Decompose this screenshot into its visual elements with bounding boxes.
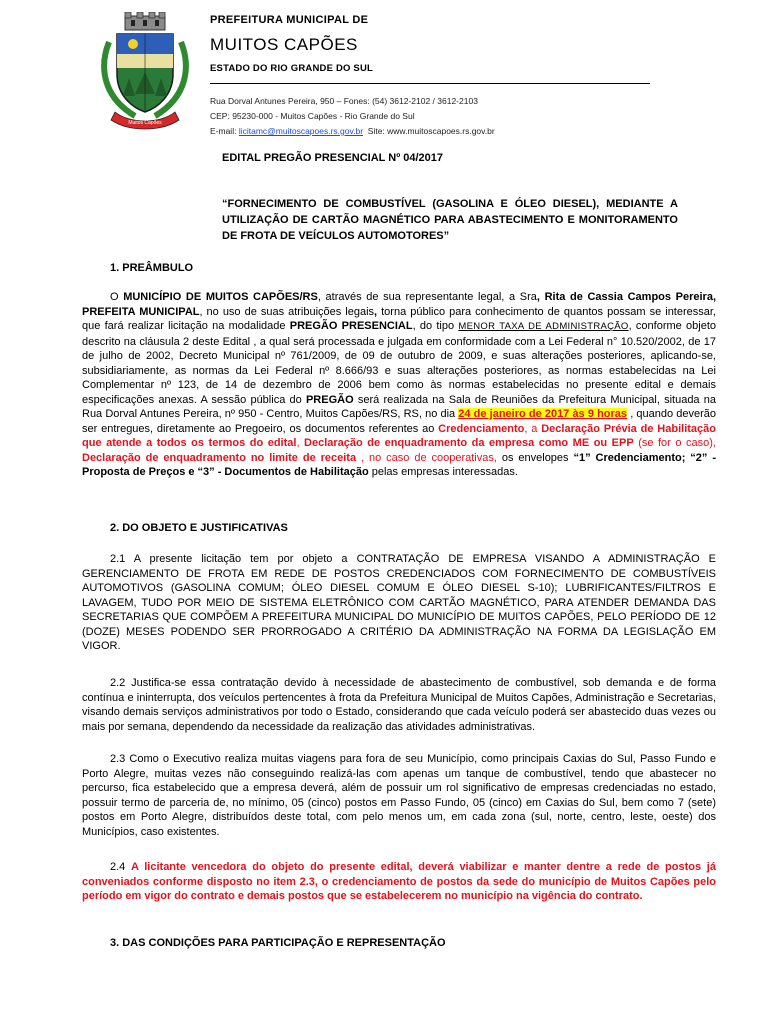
preamble-paragraph: O MUNICÍPIO DE MUITOS CAPÕES/RS, através de sua representante legal, a Sra, Rita de Cassia Campos Pereira, PREFEITA MUNICIPAL, no uso de suas atribuições legais, torna público para conhecimento de quantos possam se interessar, que fará realizar licitação na modalidade PREGÃO PRESENCIAL, do tipo MENOR TAXA DE ADMINISTRAÇÃO, conforme objeto descrito na cláusula 2 deste Edital , a qual será processada e julgada em conformidade com a Lei Federal n° 10.520/2002, de 17 de julho de 2002, Decreto Municipal nº 761/2009, de 09 de outubro de 2009, e suas alterações posteriores, aplicando-se, subsidiariamente, as normas da Lei Federal nº 8.666/93 e suas alterações posteriores, as normas estabelecidas na Lei Complementar nº 123, de 14 de dezembro de 2006 bem como às normas estabelecidas no presente edital e demais especificações anexas. A sessão pública do PREGÃO será realizada na Sala de Reuniões da Prefeitura Municipal, situada na Rua Dorval Antunes Pereira, nº 950 - Centro, Muitos Capões/RS, RS, no dia 24 de janeiro de 2017 às 9 horas , quando deverão ser entregues, diretamente ao Pregoeiro, os documentos referentes ao Credenciamento, a Declaração Prévia de Habilitação que atende a todos os termos do edital, Declaração de enquadramento da empresa como ME ou EPP (se for o caso), Declaração de enquadramento no limite de receita , no caso de cooperativas, os envelopes “1” Credenciamento; “2” - Proposta de Preços e “3” - Documentos de Habilitação pelas empresas interessadas. xyxy=(82,291,717,478)
letterhead xyxy=(210,14,650,84)
section-2-heading: 2. DO OBJETO E JUSTIFICATIVAS xyxy=(110,522,288,534)
letterhead-municipality: MUITOS CAPÕES xyxy=(210,35,358,54)
cep-line: CEP: 95230-000 - Muitos Capões - Rio Grande do Sul xyxy=(210,111,415,121)
site-text: Site: www.muitoscapoes.rs.gov.br xyxy=(367,126,495,136)
letterhead-line1: PREFEITURA MUNICIPAL DE xyxy=(210,14,369,26)
seal-ribbon-text: Muitos Capões xyxy=(128,120,162,126)
address-line: Rua Dorval Antunes Pereira, 950 – Fones: (54) 3612-2102 / 3612-2103 xyxy=(210,96,478,106)
letterhead-state: ESTADO DO RIO GRANDE DO SUL xyxy=(210,63,374,74)
paragraph-2-4: 2.4 A licitante vencedora do objeto do presente edital, deverá viabilizar e manter dentre a rede de postos já conveniados conforme disposto no item 2.3, o credenciamento de postos da sede do município de Muitos Capões pelo período em vigor do contrato e demais postos que se estabelecerem no município na vigência do contrato. xyxy=(82,861,716,902)
session-date-highlight: 24 de janeiro de 2017 às 9 horas xyxy=(458,408,628,420)
email-site-line xyxy=(210,124,495,139)
section-1-heading: 1. PREÂMBULO xyxy=(110,262,194,274)
paragraph-2-3: 2.3 Como o Executivo realiza muitas viagens para fora de seu Município, como principais Caxias do Sul, Passo Fundo e Porto Alegre, muitas vezes não conseguindo realizá-las com apenas um tanque de combustível, tendo que abastecer no percurso, fica estabelecido que a empresa deverá, além de possuir um rol significativo de empresas credenciadas no estado, possuir termo de parceria de, no mínimo, 05 (cinco) postos em Passo Fundo, 05 (cinco) em Caxias do Sul, bem como 7 (sete) postos em Porto Alegre, distribuídos deste total, com pelo menos um, em cada zona (sul, norte, centro, leste, oeste) dos Municípios, caso existentes. xyxy=(82,753,716,838)
contact-block xyxy=(210,94,495,139)
municipal-seal-icon xyxy=(95,12,195,130)
email-label: E-mail: xyxy=(210,126,237,136)
paragraph-2-1: 2.1 A presente licitação tem por objeto a CONTRATAÇÃO DE EMPRESA VISANDO A ADMINISTRAÇÃO E GERENCIAMENTO DE FROTA EM REDE DE POSTOS CREDENCIADOS COM FORNECIMENTO DE COMBUSTÍVEIS AUTOMOTIVOS (GASOLINA COMUM; ÓLEO DIESEL COMUM E ÓLEO DIESEL S-10); LUBRIFICANTES/FILTROS E LAVAGEM, TUDO POR MEIO DE SISTEMA ELETRÔNICO COM CARTÃO MAGNÉTICO, PARA ATENDER DEMANDA DAS SECRETARIAS QUE COMPÕEM A PREFEITURA MUNICIPAL DO MUNICÍPIO DE MUITOS CAPÕES, PELO PERÍODO DE 12 (DOZE) MESES PODENDO SER PRORROGADO A CRITÉRIO DA ADMINISTRAÇÃO NA FORMA DA LEGISLAÇÃO EM VIGOR. xyxy=(82,553,716,652)
edital-subject: “FORNECIMENTO DE COMBUSTÍVEL (GASOLINA E ÓLEO DIESEL), MEDIANTE A UTILIZAÇÃO DE CARTÃO MAGNÉTICO PARA ABASTECIMENTO E MONITORAMENTO DE FROTA DE VEÍCULOS AUTOMOTORES” xyxy=(222,198,678,242)
edital-title: EDITAL PREGÃO PRESENCIAL Nº 04/2017 xyxy=(222,152,444,164)
paragraph-2-2: 2.2 Justifica-se essa contratação devido à necessidade de abastecimento de combustível, sob demanda e de forma contínua e ininterrupta, dos veículos pertencentes à frota da Prefeitura Municipal de Muitos Capões, Administração e Secretarias, visando demais serviços administrativos por todo o Estado, considerando que cada veículo poderá ser abastecido duas vezes ou mais por semana, dependendo da necessidade da realização das atividades administrativas. xyxy=(82,677,716,733)
letterhead-divider xyxy=(210,83,650,84)
email-link[interactable]: licitamc@muitoscapoes.rs.gov.br xyxy=(238,126,364,136)
section-3-heading: 3. DAS CONDIÇÕES PARA PARTICIPAÇÃO E REPRESENTAÇÃO xyxy=(110,937,446,949)
